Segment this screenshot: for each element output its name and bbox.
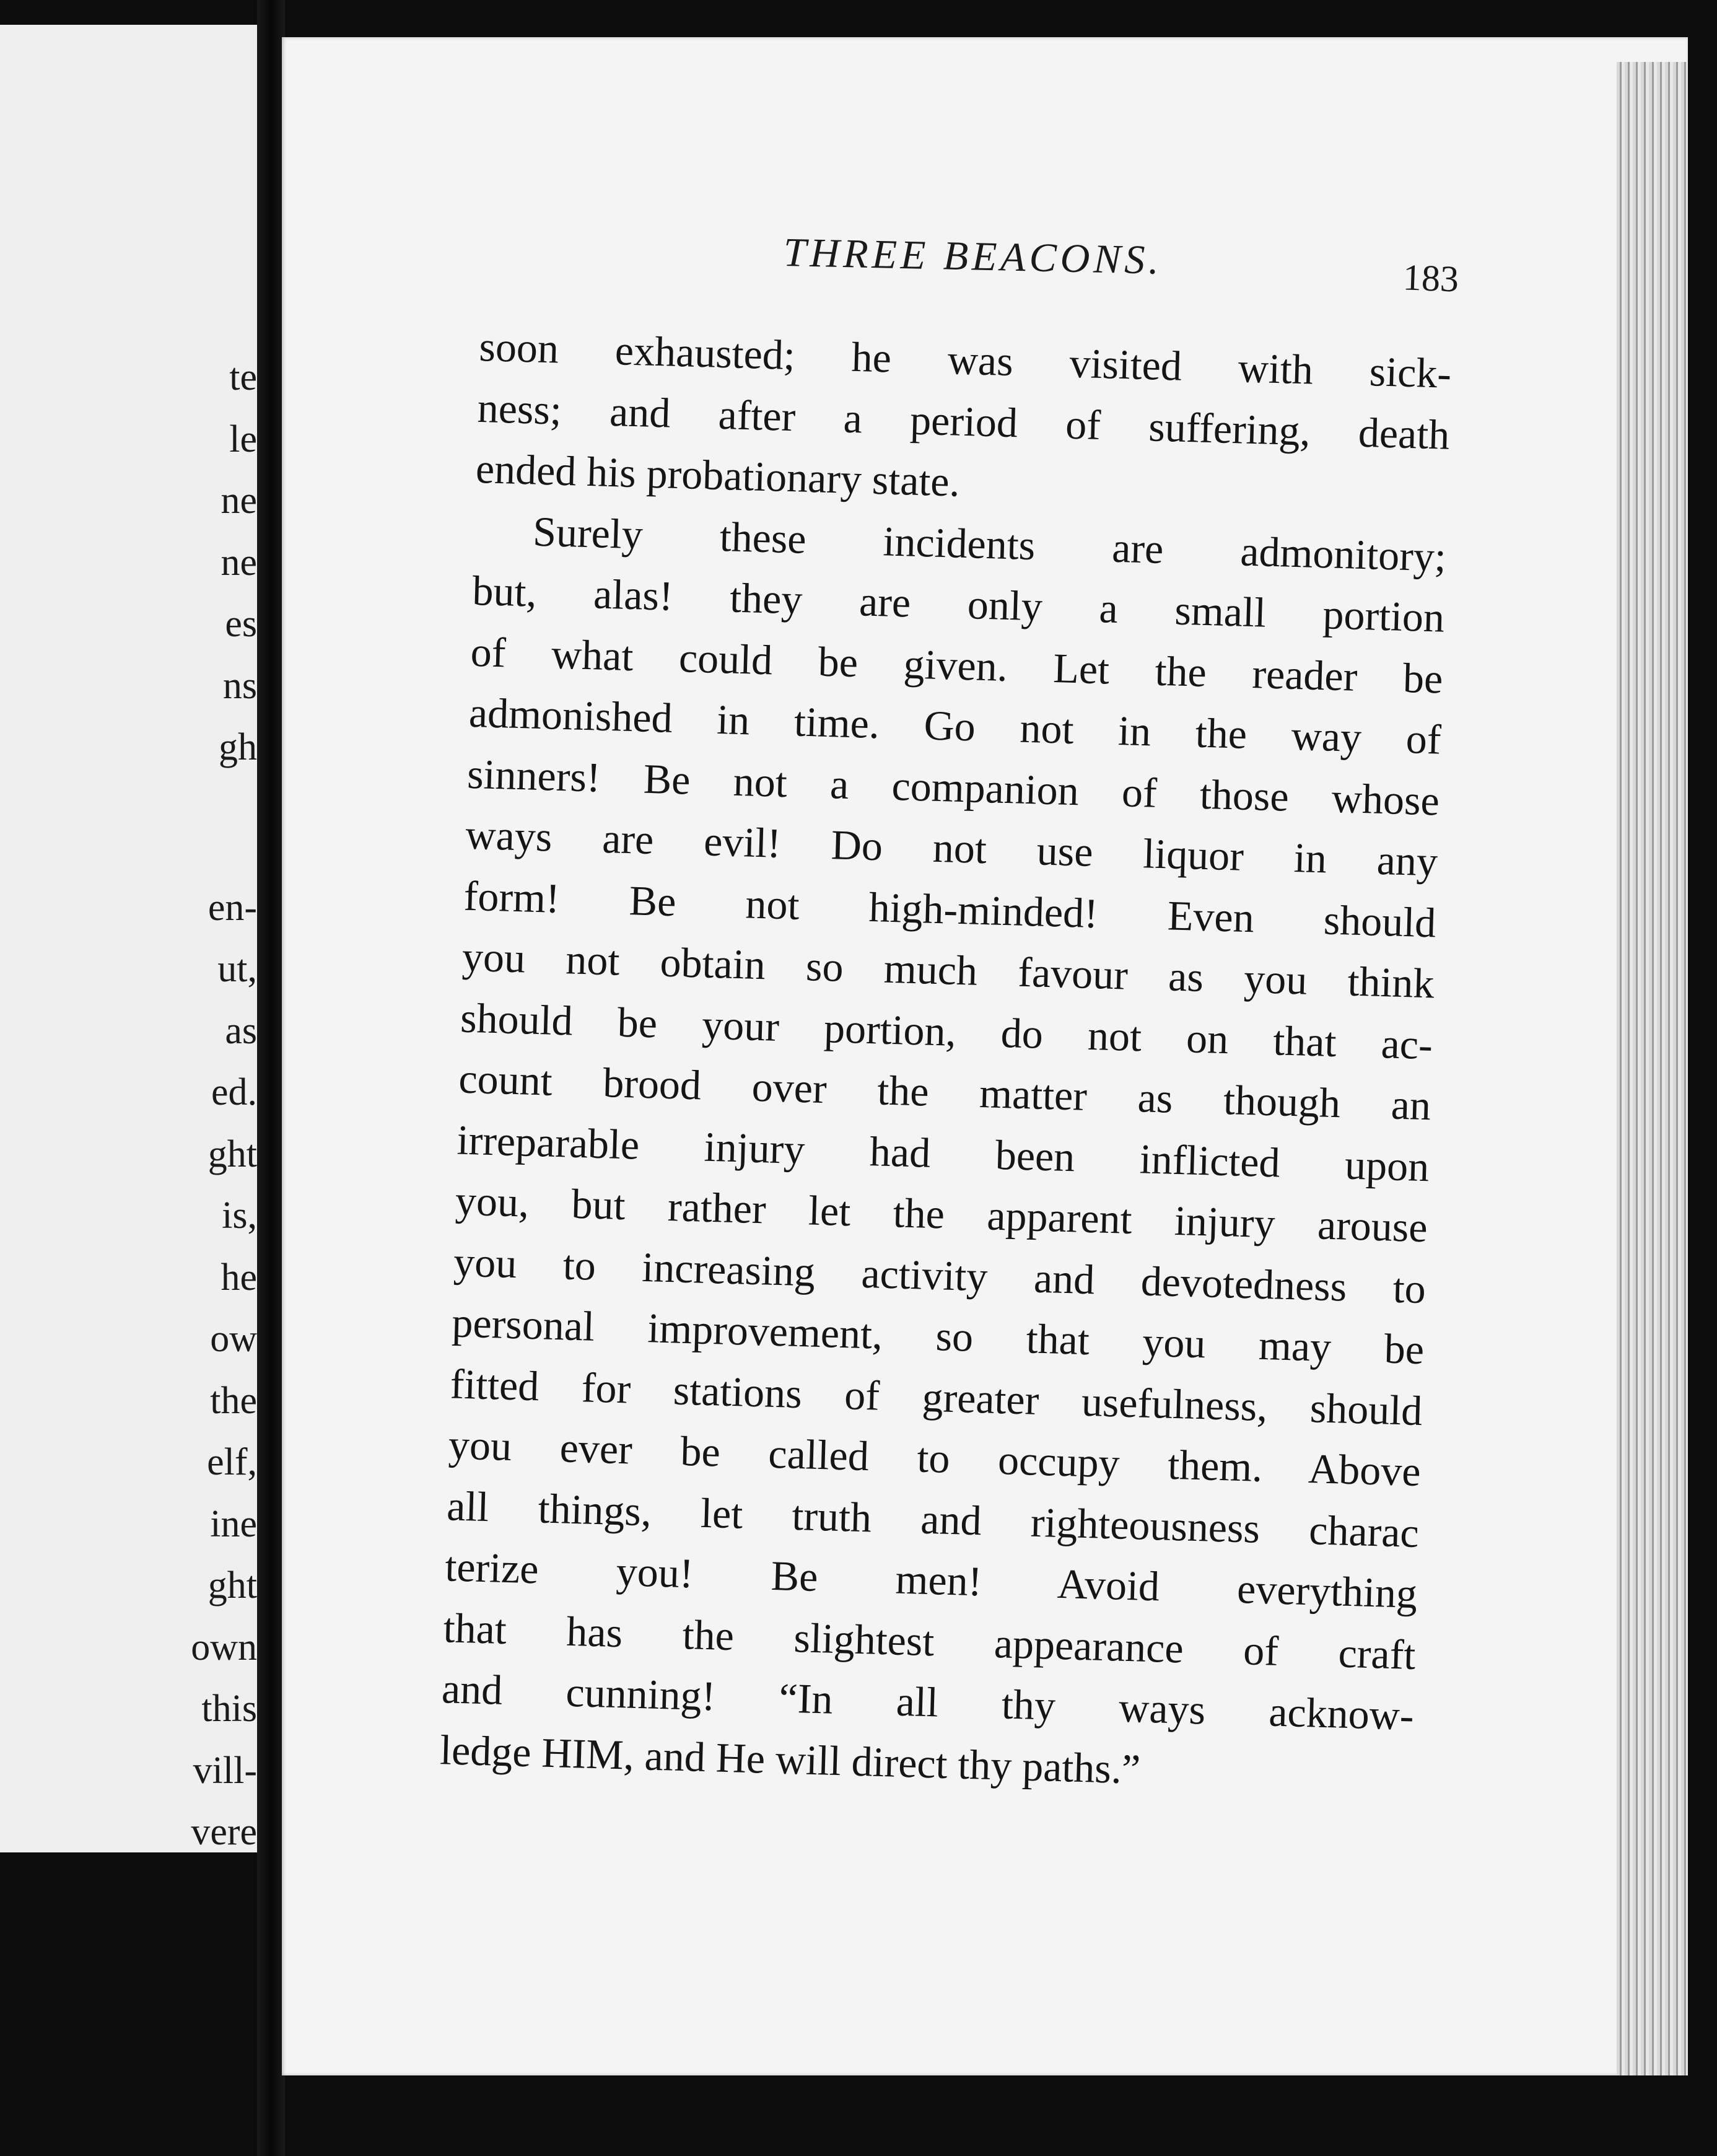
- left-fragment: ght: [208, 1133, 257, 1175]
- text-line: all things, let truth and righteousness charac: [446, 1481, 1420, 1556]
- left-fragment: as: [225, 1009, 257, 1052]
- text-line: sinners! Be not a companion of those whose: [466, 750, 1440, 825]
- text-line: count brood over the matter as though an: [458, 1054, 1432, 1129]
- left-fragment: en-: [208, 886, 257, 929]
- left-fragment: ow: [210, 1318, 257, 1360]
- left-fragment: ns: [222, 664, 257, 707]
- text-line: terize you! Be men! Avoid everything: [444, 1543, 1418, 1618]
- left-fragment: ne: [221, 480, 257, 522]
- text-line: you, but rather let the apparent injury arouse: [455, 1177, 1428, 1251]
- body-text: [439, 316, 1452, 1807]
- left-fragment: vill-: [193, 1749, 257, 1792]
- left-fragment: ne: [221, 541, 257, 584]
- left-fragment-gap: [191, 779, 257, 877]
- left-fragment: own: [191, 1626, 257, 1668]
- left-fragment: te: [229, 356, 257, 398]
- text-line: form! Be not high-minded! Even should: [463, 872, 1437, 946]
- text-line: you not obtain so much favour as you think: [461, 932, 1435, 1007]
- left-page-fragments: [191, 347, 257, 1852]
- left-fragment: the: [210, 1379, 257, 1422]
- paragraph-first-line: Surely these incidents are admonitory;: [532, 507, 1447, 581]
- text-line: of what could be given. Let the reader be: [470, 628, 1444, 703]
- text-line: ledge HIM, and He will direct thy paths.”: [439, 1725, 1142, 1793]
- left-fragment: ght: [208, 1564, 257, 1606]
- text-line: ness; and after a period of suffering, death: [476, 383, 1451, 458]
- text-line: fitted for stations of greater usefulness, should: [449, 1359, 1423, 1434]
- text-line: soon exhausted; he was visited with sick-: [478, 322, 1453, 397]
- text-line: personal improvement, so that you may be: [451, 1299, 1425, 1374]
- left-fragment: elf,: [207, 1441, 257, 1483]
- text-line: but, alas! they are only a small portion: [471, 566, 1446, 641]
- text-line: irreparable injury had been inflicted upon: [456, 1115, 1430, 1190]
- left-fragment: le: [229, 418, 257, 460]
- text-line: admonished in time. Go not in the way of: [468, 688, 1442, 763]
- text-line: ended his probationary state.: [475, 444, 961, 506]
- left-fragment: es: [225, 603, 257, 645]
- left-fragment: he: [221, 1256, 257, 1299]
- text-line: should be your portion, do not on that ac-: [460, 994, 1433, 1068]
- page-number: 183: [1402, 256, 1460, 300]
- left-page: [0, 25, 262, 1852]
- left-fragment: vere: [191, 1811, 257, 1852]
- left-fragment: ed.: [211, 1071, 257, 1113]
- text-line: you to increasing activity and devotedness to: [453, 1237, 1426, 1312]
- left-fragment: ine: [210, 1502, 257, 1545]
- left-fragment: this: [201, 1688, 257, 1730]
- left-fragment: is,: [222, 1194, 257, 1237]
- page-edges: [1617, 62, 1688, 2075]
- text-line: ways are evil! Do not use liquor in any: [465, 810, 1439, 885]
- left-fragment: gh: [219, 726, 257, 768]
- text-line: and cunning! “In all thy ways acknow-: [441, 1665, 1415, 1739]
- book-gutter: [257, 0, 285, 2156]
- running-head: THREE BEACONS.: [783, 230, 1163, 283]
- text-line: you ever be called to occupy them. Above: [448, 1421, 1422, 1496]
- text-line: that has the slightest appearance of craft: [442, 1603, 1417, 1678]
- left-fragment: ut,: [217, 948, 257, 990]
